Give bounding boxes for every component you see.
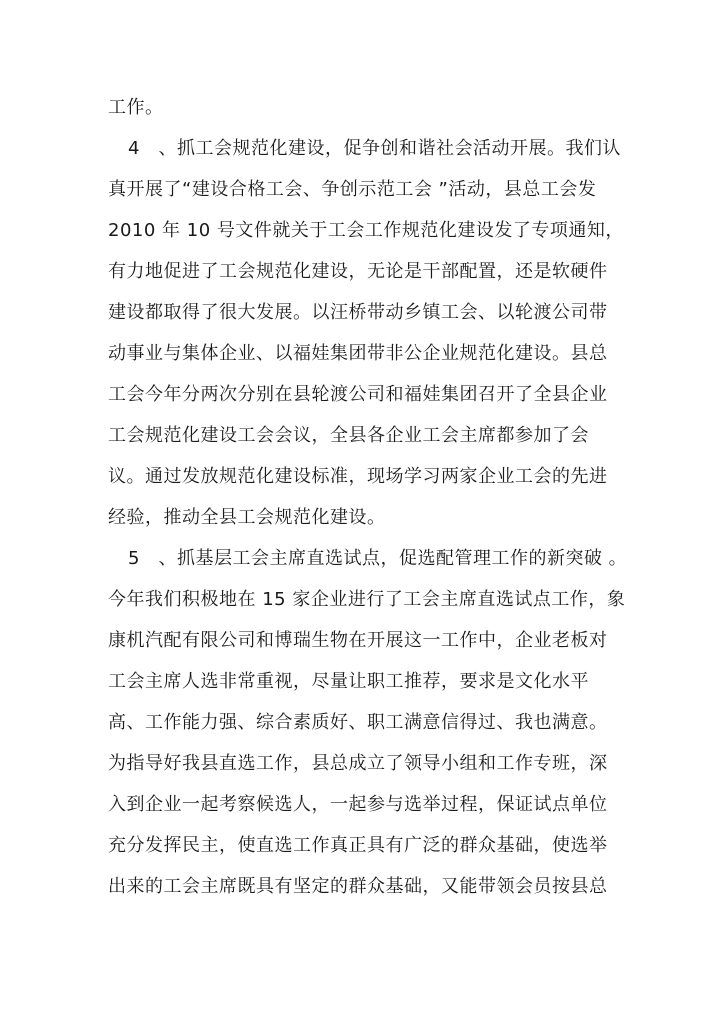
text-line: 工作。 bbox=[108, 97, 164, 118]
text-line: 出来的工会主席既具有坚定的群众基础，又能带领会员按县总 bbox=[108, 876, 608, 897]
text-line: 工会规范化建设工会会议，全县各企业工会主席都参加了会 bbox=[108, 425, 589, 446]
text-line: 高、工作能力强、综合素质好、职工满意信得过、我也满意。 bbox=[108, 712, 608, 733]
text-line: 经验，推动全县工会规范化建设。 bbox=[108, 507, 386, 528]
text-line: 充分发挥民主，使直选工作真正具有广泛的群众基础，使选举 bbox=[108, 835, 608, 856]
text-line: 议。通过发放规范化建设标准，现场学习两家企业工会的先进 bbox=[108, 466, 608, 487]
text-line: 工会今年分两次分别在县轮渡公司和福娃集团召开了全县企业 bbox=[108, 384, 608, 405]
text-line: 4 、抓工会规范化建设，促争创和谐社会活动开展。我们认 bbox=[128, 138, 621, 159]
text-line: 2010 年 10 号文件就关于工会工作规范化建设发了专项通知， bbox=[108, 220, 624, 241]
text-line: 动事业与集体企业、以福娃集团带非公企业规范化建设。县总 bbox=[108, 343, 608, 364]
text-line: 今年我们积极地在 15 家企业进行了工会主席直选试点工作，象 bbox=[108, 589, 626, 610]
text-line: 康机汽配有限公司和博瑞生物在开展这一工作中，企业老板对 bbox=[108, 630, 608, 651]
text-line: 5 、抓基层工会主席直选试点，促选配管理工作的新突破 。 bbox=[128, 548, 628, 569]
text-line: 真开展了“建设合格工会、争创示范工会 ”活动，县总工会发 bbox=[108, 179, 597, 200]
text-line: 为指导好我县直选工作，县总成立了领导小组和工作专班，深 bbox=[108, 753, 608, 774]
text-line: 工会主席人选非常重视，尽量让职工推荐，要求是文化水平 bbox=[108, 671, 589, 692]
text-line: 有力地促进了工会规范化建设，无论是干部配置，还是软硬件 bbox=[108, 261, 608, 282]
text-line: 入到企业一起考察候选人，一起参与选举过程，保证试点单位 bbox=[108, 794, 608, 815]
text-line: 建设都取得了很大发展。以汪桥带动乡镇工会、以轮渡公司带 bbox=[108, 302, 608, 323]
